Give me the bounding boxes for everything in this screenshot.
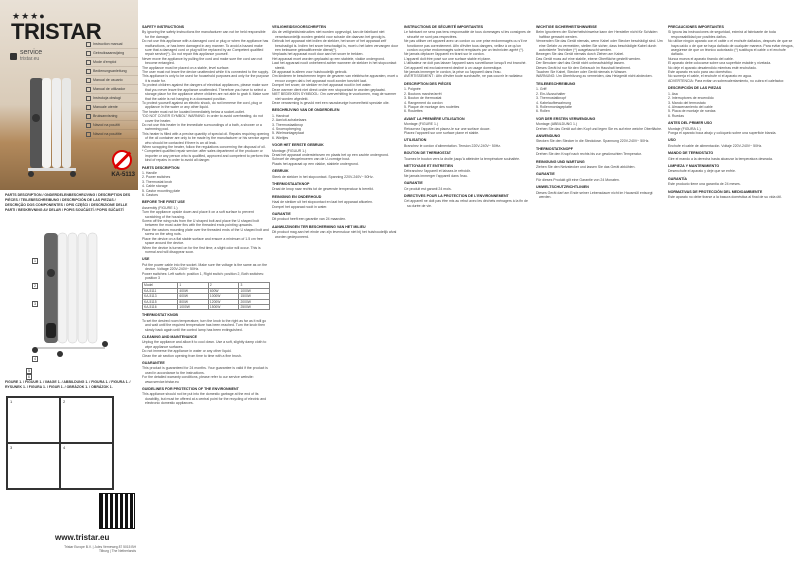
section-list (668, 182, 796, 186)
list-item: Dompel het snoer, de stekker en het apparaat nooit in het water. (272, 83, 372, 88)
list-item: To set the desired room temperature, turn the knob to the right as far as it will go and wait until the required temperature has been reached. Turn the knob then slowly back again until the control lamp has been extinguished. (142, 318, 267, 332)
section-list (272, 217, 400, 221)
list-item: Desenchufe el aparato y deje que se enfríe. (668, 169, 736, 174)
language-column (404, 22, 532, 208)
section-heading: NETTOYAGE ET ENTRETIEN (404, 163, 453, 168)
language-item: Návod na použití (86, 121, 138, 130)
table-cell: 1000W (239, 288, 270, 293)
list-item: Bewegen Sie das Gerät niemals durch Ziehen am Kabel. (536, 52, 625, 57)
list-item: Stecken Sie den Stecker in die Steckdose. Spannung 220V-240V~ 50Hz. (536, 139, 650, 144)
list-item: Never move the appliance by pulling the cord and make sure the cord can not become entangled. (142, 56, 263, 66)
section-heading: THERMOSTATKNOPF (536, 146, 573, 151)
list-item: Si ignora las instrucciones de seguridad, eximirá al fabricante de toda responsabilidad por posibles daños. (668, 30, 776, 39)
section-heading: VOOR HET EERSTE GEBRUIK (272, 143, 324, 148)
section-list (536, 87, 664, 113)
do-not-cover-icon (112, 150, 132, 170)
assembly-figures (6, 396, 114, 490)
brand-logo: TRISTAR (11, 19, 102, 44)
list-item: Branchez le cordon d'alimentation. Tension 220V-240V~ 50Hz. (404, 143, 502, 148)
section-list (668, 157, 796, 161)
list-item: Verwenden Sie das Gerät niemals, wenn Kabel oder Stecker beschädigt sind. Um eine Gefahr zu vermeiden, stellen Sie sicher, dass beschädigte Kabel durch autorisierte Techniker (*) ausgetauscht werden. (536, 39, 663, 53)
section-list (142, 171, 270, 197)
model-number: KA-5113 (111, 172, 135, 178)
list-item: 4. Cable storage (142, 184, 168, 189)
section-list (536, 139, 664, 143)
section-list (668, 30, 796, 83)
list-item: This appliance is only to be used for household purposes and only for the purpose it is made for. (142, 74, 270, 83)
qr-code (100, 494, 134, 528)
list-item: Enchufe el cable de alimentación. Voltaje 220V-240V~ 50Hz. (668, 143, 763, 148)
list-item: No utilice ningún aparato con el cable o el enchufe dañados, después de que se haya caído o de que se haya dañado de cualquier manera. Para evitar riesgos, asegúrese de que un técnico autorizado (*) sustituya el cable o el enchufe dañado. (668, 39, 794, 57)
language-column (536, 22, 664, 199)
list-item: Drehen Sie den Knopf nach rechts bis zur gewünschten Temperatur. (536, 152, 642, 157)
cover-panel (0, 0, 138, 566)
list-item: Clean the air section opening from time to time with a fine brush. (142, 353, 242, 358)
figure-heading: FIGURE 1. / FIGUUR 1. / IMAGE 1. / ABBILDUNG 1. / FIGURA 1. / FIGURA 1. / RYSUNEK 1. / FIGURA 1. / FIGUR 1. / OBRÁZOK 1. / OBRÁZOK 1. (5, 380, 131, 389)
list-item: Montaje (FIGURA 1.) (668, 126, 701, 131)
list-item: Gire el mando a la derecha hasta alcanzar la temperatura deseada. (668, 156, 773, 161)
language-item: Bedienungsanleitung (86, 67, 138, 76)
list-item: When the device is turned on for the first time, a slight odor will occur. This is normal and will disappear soon. (142, 245, 261, 254)
list-item: 1. Handvat (272, 113, 289, 118)
list-item: Assembly (FIGURE 1.) (142, 205, 178, 210)
service-icon (10, 53, 17, 60)
section-list (272, 230, 400, 239)
list-item: Ziehen Sie den Netzstecker und lassen Sie das Gerät abkühlen. (536, 164, 636, 169)
list-item: 2. Power switches (142, 175, 171, 180)
list-item: This heater is filled with a precise quantity of special oil. Repairs requiring opening of the oil container are only to be made by the manufacturer or his service agent who should be contacted if there is an oil leak. (142, 131, 270, 145)
section-list (668, 92, 796, 118)
list-item: Place the castors mounting plate over the threaded ends of the U shaped bolt and screw on the wing nuts. (142, 227, 269, 237)
table-cell: KA-5115 (143, 299, 178, 304)
list-item: By ignoring the safety instructions the manufacturer can not be held responsible for the damage. (142, 30, 266, 39)
list-item: 6. Wieltjes (272, 135, 289, 140)
list-item: 4. Kabelaufbewahrung (536, 100, 572, 105)
part-label: 3 (34, 302, 36, 306)
language-item: Manuale utente (86, 103, 138, 112)
part-label: 4 (34, 357, 36, 361)
section-heading: AANWIJZINGEN TER BESCHERMING VAN HET MILIEU (272, 224, 366, 229)
list-item: Placez l'appareil sur une surface plane et stable. (404, 130, 480, 135)
section-heading: UMWELTSCHUTZRICHTLINIEN (536, 185, 589, 190)
section-heading: VEILIGHEIDSVOORSCHRIFTEN (272, 25, 326, 29)
list-item: 3. Bouton de thermostat (404, 96, 442, 101)
section-list (272, 187, 400, 191)
list-item: This appliance should not be put into the domestic garbage at the end of its durability, but must be offered at a central point for the recycling of electric and electronic domestic appliances. (142, 392, 267, 406)
list-item: 4. Rangement du cordon (404, 100, 443, 105)
section-list (668, 169, 796, 173)
section-list (272, 114, 400, 140)
list-item: 2. Aan/uit-schakelaars (272, 118, 307, 123)
list-item: Turn the appliance upside down and place it on a soft surface to prevent scratching of the housing. (142, 210, 254, 219)
list-item: 1. Handle (142, 171, 157, 175)
section-list (142, 30, 270, 162)
section-list (142, 206, 270, 254)
section-heading: USO (668, 138, 676, 143)
list-item: 5. Placa de montaje de ruedas (668, 109, 716, 114)
table-cell: 1000W (208, 294, 239, 299)
list-item: When scrapping the heater, follow the regulations concerning the disposal of oil. (142, 144, 266, 149)
list-item: Este aparato es solo para uso doméstico. (668, 70, 733, 75)
section-heading: GARANTIE (536, 172, 555, 177)
language-item: Instruction manual (86, 40, 138, 49)
language-column (142, 22, 270, 406)
list-item: To protect yourself against an electric shock, do not immerse the cord, plug or appliance in the water or any other liquid. (142, 100, 263, 110)
section-list (404, 144, 532, 148)
section-heading: CLEANING AND MAINTENANCE (142, 335, 197, 339)
section-heading: BEFORE THE FIRST USE (142, 200, 185, 205)
section-list (272, 30, 400, 105)
list-item: Der Benutzer darf das Gerät nicht unbeaufsichtigt lassen. (536, 61, 625, 66)
language-item: Bruksanvisning (86, 112, 138, 121)
section-list (404, 199, 532, 208)
list-item: Place the device on a flat stable surface and ensure a minimum of 1.5 cm free space around the device. (142, 236, 263, 246)
list-item: 2. Ein-/Ausschalter (536, 91, 566, 96)
section-heading: ANTES DEL PRIMER USO (668, 121, 713, 126)
list-item: Put the power cable into the socket. Make sure the voltage is the same as on the device. Voltage 220V-240V~ 50Hz. (142, 262, 268, 272)
list-item: Laat het apparaat nooit onbeheerd achter wanneer de stekker in het stopcontact steekt. (272, 61, 397, 70)
brand-stars: ★★★● (12, 11, 46, 21)
list-item: 5. Plaque de montage des roulettes (404, 104, 460, 109)
list-item: * Competent qualified repair service: after sales department of the producer or importer or any person who is qualified, approved and competent to perform this kind of repairs in order to avoid all danger. (142, 149, 270, 163)
section-heading: VOR DER ERSTEN VERWENDUNG (536, 116, 596, 121)
section-heading: LIMPIEZA Y MANTENIMIENTO (668, 163, 720, 168)
list-item: To protect children against the dangers of electrical appliances, please make sure that you never leave the appliance unattended. Therefore you have to select a storage place for the appliance where children are not able to grab it. Make sure that the cable is not hanging in a downward position. (142, 83, 269, 101)
cover-photo (0, 0, 138, 190)
list-item: NIET BEDEKKEN SYMBOOL: Om oververhitting te voorkomen, mag de warmer niet worden afgedekt. (272, 92, 397, 101)
list-item: Haal de stekker uit het stopcontact en laat het apparaat afkoelen. (272, 200, 373, 205)
section-heading: REINIGUNG UND WARTUNG (536, 159, 585, 164)
figure-number: 2 (63, 399, 66, 404)
section-heading: REINIGING EN ONDERHOUD (272, 194, 322, 199)
list-item: Om kinderen te beschermen tegen de gevaren van elektrische apparaten, moet u ervoor zorgen dat u het apparaat nooit zonder toezicht laat. (272, 74, 399, 83)
list-item: Montage (FIGUUR 1.) (272, 148, 307, 153)
section-heading: BOUTON DE THERMOSTAT (404, 151, 451, 156)
section-heading: DESCRIPTION DES PIÈCES (404, 81, 452, 86)
section-heading: BESCHRIJVING VAN DE ONDERDELEN (272, 108, 340, 113)
section-list (142, 340, 270, 358)
website-link[interactable]: www.tristar.eu (55, 533, 110, 542)
list-item: Unplug the appliance and allow it to cool down. Use a soft, slightly damp cloth to wipe appliance surfaces. (142, 340, 267, 349)
list-item: WARNUNG: Um Überhitzung zu vermeiden, das Heizgerät nicht abdecken. (536, 74, 653, 79)
section-list (668, 195, 796, 199)
section-heading: INSTRUCTIONS DE SÉCURITÉ IMPORTANTES (404, 25, 483, 29)
list-item: Dit product heeft een garantie van 24 maanden. (272, 217, 347, 222)
list-item: Ne jamais immerger le cordon, la prise ou l'appareil dans l'eau. (404, 70, 502, 75)
language-item: Návod na použitie (86, 130, 138, 139)
list-item: Screw off the wing nuts from the U shaped bolt and place the U shaped bolt between the most outer fins with the threaded ends pointing upwards. (142, 219, 260, 228)
section-heading: GUARANTEE (142, 361, 165, 366)
table-cell: KA-5113 (143, 294, 178, 299)
table-cell: KA-5111 (143, 288, 178, 293)
list-item: L'appareil doit être posé sur une surface stable et plane. (404, 56, 492, 61)
list-item: Cet appareil ne doit pas être mis au rebut avec les déchets ménagers à la fin de sa durée de vie. (404, 199, 528, 208)
table-cell: 2500W (239, 304, 270, 309)
assembly-figure (60, 397, 113, 443)
list-item: Ne jamais déplacer l'appareil en tirant sur le cordon. (404, 52, 485, 57)
list-item: Deze verwarming is gevuld met een nauwkeurige hoeveelheid speciale olie. (272, 100, 390, 105)
section-list (142, 366, 270, 384)
table-cell: 1 (178, 283, 209, 288)
list-item: Nunca mueva el aparato tirando del cable. (668, 56, 734, 61)
section-list (404, 187, 532, 191)
language-column (272, 22, 400, 239)
section-heading: GARANTIE (272, 212, 291, 217)
section-heading: DIRECTIVES POUR LA PROTECTION DE L'ENVIRONNEMENT (404, 194, 509, 198)
list-item: 6. Roulettes (404, 109, 423, 114)
language-item: Mode d'emploi (86, 58, 138, 67)
assembly-figure (7, 443, 60, 489)
list-item: "DO NOT COVER SYMBOL" WARNING: In order to avoid overheating, do not cover the heater. (142, 114, 263, 123)
figure-number: 4 (63, 445, 66, 450)
parts-heading: PARTS DESCRIPTION / ONDERDELENBESCHRIJVING / DESCRIPTION DES PIÈCES / TEILEBESCHREIBUNG / DESCRIPCIÓN DE LAS PIEZAS / DESCRIÇÃO DOS COMPONENTES / OPIS CZĘŚCI / DESCRIZIONE DELLE PARTI / BESKRIVNING AV DELAR / POPIS SOUČÁSTÍ / POPIS SÚČASTÍ (5, 193, 131, 212)
list-item: Für dieses Produkt gilt eine Garantie von 24 Monaten. (536, 177, 620, 182)
company-address: Tristar Europe B.V. | Jules Verneweg 87 5015 BH Tilburg | The Netherlands (64, 545, 136, 553)
list-item: 6. Ruedas (668, 113, 684, 118)
list-item: Tournez le bouton vers la droite jusqu'à atteindre la température souhaitée. (404, 156, 521, 161)
table-cell: 2000W (239, 299, 270, 304)
section-list (668, 127, 796, 136)
language-item: Manual de usuario (86, 76, 138, 85)
list-item: Débranchez l'appareil et laissez-le refroidir. (404, 169, 471, 174)
list-item: 3. Thermostatknopf (536, 96, 567, 101)
list-item: 1. Griff (536, 87, 547, 92)
list-item: Power switches: Left switch: position 1, Right switch: position 2, Both switches: position 3 (142, 271, 264, 280)
list-item: Schroef de vleugelmoeren van de U-vormige bout. (272, 157, 351, 162)
list-item: Montage (ABBILDUNG 1.) (536, 122, 578, 127)
table-cell: 1000W (178, 304, 209, 309)
section-heading: MANDO DE TERMOSTATO (668, 151, 714, 156)
language-column (668, 22, 796, 199)
list-item: No sumerja el cable, el enchufe ni el aparato en agua. (668, 74, 752, 79)
section-list (536, 191, 664, 200)
list-item: Draai de knop naar rechts tot de gewenste temperatuur is bereikt. (272, 187, 374, 192)
section-list (404, 87, 532, 113)
list-item: Retournez l'appareil et placez-le sur une surface douce. (404, 126, 491, 131)
table-cell: 800W (178, 299, 209, 304)
section-list (536, 178, 664, 182)
section-list (536, 122, 664, 131)
list-item: Cet appareil est exclusivement destiné à un usage domestique. (404, 65, 503, 70)
section-heading: SAFETY INSTRUCTIONS (142, 25, 185, 29)
list-item: Do not use this appliance with a damaged cord or plug or when the appliance has malfunctions, or has been damaged in any manner. To avoid a hazard make sure that a damaged cord or plug will be replaced by an Competent qualified repair service(*). Do not repair this appliance yourself. (142, 39, 269, 57)
list-item: Le fabricant ne sera pas tenu responsable de tous dommages si les consignes de sécurité ne sont pas respectées. (404, 30, 531, 39)
list-item: 4. Almacenamiento del cable (668, 104, 713, 109)
list-item: 2. Interruptores de encendido (668, 96, 714, 101)
list-item: Dieses Gerät ist nur für den Gebrauch im Haushalt bestimmt. (536, 65, 631, 70)
list-item: 6. Rollen (536, 109, 550, 114)
section-list (404, 157, 532, 161)
part-label: 5 (28, 369, 30, 373)
section-list (142, 392, 270, 405)
table-cell: 3 (239, 283, 270, 288)
table-cell: 2 (208, 283, 239, 288)
section-heading: GUIDELINES FOR PROTECTION OF THE ENVIRONMENT (142, 387, 239, 392)
section-heading: GARANTÍA (668, 176, 687, 181)
table-cell: 400W (178, 288, 209, 293)
language-item: Gebruiksaanwijzing (86, 49, 138, 58)
section-heading: DESCRIPCIÓN DE LAS PIEZAS (668, 86, 722, 91)
table-cell: Model (143, 283, 178, 288)
list-item: 4. Snoeropberging (272, 126, 301, 131)
list-item: Steek de stekker in het stopcontact. Spanning 220V-240V~ 50Hz. (272, 174, 374, 179)
figure-number: 3 (10, 445, 13, 450)
list-item: 5. Wielmontageplaat (272, 131, 304, 136)
table-cell: KA-5116 (143, 304, 178, 309)
section-heading: TEILEBESCHREIBUNG (536, 81, 576, 86)
list-item: The user must not leave the device unattended while it is connected to the supply. (142, 70, 269, 75)
table-cell: 1200W (208, 299, 239, 304)
list-item: Als de veiligheidsinstructies niet worden opgevolgd, kan de fabrikant niet verantwoordelijk worden gesteld voor schade die daarvan het gevolg is. (272, 30, 386, 39)
list-item: Este producto tiene una garantía de 24 meses. (668, 182, 741, 187)
section-list (272, 149, 400, 167)
list-item: Dit apparaat is alleen voor huishoudelijk gebruik. (272, 70, 348, 75)
section-heading: PRECAUCIONES IMPORTANTES (668, 25, 724, 29)
list-item: Montage (FIGURE 1.) (404, 122, 439, 127)
list-item: AVERTISSEMENT : Afin d'éviter toute surchauffe, ne pas couvrir le radiateur. (404, 74, 524, 79)
list-item: Beim Ignorieren der Sicherheitshinweise kann der Hersteller nicht für Schäden haftbar gemacht werden. (536, 30, 658, 39)
table-cell: 1500W (208, 304, 239, 309)
language-item: Instrukcja obsługi (86, 94, 138, 103)
section-list (404, 30, 532, 78)
list-item: El aparato debe colocarse sobre una superficie estable y nivelada. (668, 61, 772, 66)
figure-number: 1 (10, 399, 13, 404)
section-list (536, 165, 664, 169)
assembly-figure (7, 397, 60, 443)
section-heading: NORMATIVAS DE PROTECCIÓN DEL MEDIOAMBIENTE (668, 189, 763, 194)
section-list (404, 169, 532, 178)
section-heading: THERMOSTAATKNOP (272, 182, 310, 186)
list-item: The heater must not be located immediately below a socket-outlet. (142, 109, 245, 114)
list-item: Deze warmer dient niet direct onder een stopcontact te worden geplaatst. (272, 87, 386, 92)
list-item: Do not immerse the appliance in water or any other liquid. (142, 349, 232, 354)
section-list (142, 263, 270, 281)
section-list (536, 152, 664, 156)
section-heading: GARANTIE (404, 181, 423, 186)
list-item: Este aparato no debe tirarse a la basura doméstica al final de su vida útil. (668, 195, 782, 199)
section-heading: USE (142, 257, 150, 262)
assembly-figure (60, 443, 113, 489)
section-list (404, 122, 532, 135)
section-heading: AVANT LA PREMIÈRE UTILISATION (404, 116, 465, 121)
list-item: Ce produit est garanti 24 mois. (404, 186, 452, 191)
section-list (142, 319, 270, 332)
section-heading: THERMOSTAT KNOB (142, 313, 178, 318)
list-item: 3. Thermostat knob (142, 179, 173, 184)
list-item: 3. Mando del termostato (668, 100, 706, 105)
part-label: 1 (34, 259, 36, 263)
table-cell: 600W (178, 294, 209, 299)
section-heading: PARTS DESCRIPTION (142, 165, 180, 170)
list-item: 3. Thermostaatknop (272, 122, 304, 127)
section-list (272, 200, 400, 209)
heater-photo (28, 78, 78, 178)
list-item: 5. Castor mounting plate (142, 188, 181, 193)
list-item: ADVERTENCIA: Para evitar un sobrecalentamiento, no cubra el calefactor. (668, 78, 785, 83)
list-item: Ponga el aparato boca abajo y colóquelo sobre una superficie blanda. (668, 130, 777, 135)
list-item: Dompel het apparaat nooit in water. (272, 204, 328, 209)
service-label: service (20, 49, 43, 56)
service-url: tristar.eu (20, 56, 40, 62)
list-item: L'utilisateur ne doit pas laisser l'appareil sans surveillance lorsqu'il est branché. (404, 61, 527, 66)
list-item: No deje el aparato desatendido mientras esté enchufado. (668, 65, 757, 70)
service-badge (10, 50, 42, 62)
list-item: Verplaats het apparaat nooit door aan het snoer te trekken. (272, 52, 364, 57)
section-list (536, 30, 664, 78)
language-list (86, 40, 138, 139)
list-item: This product is guaranteed for 24 months. Your guarantee is valid if the product is used in accordance to the instructions. (142, 366, 268, 375)
list-item: Dit product mag aan het einde van zijn levensduur niet bij het huishoudelijk afval worden gedeponeerd. (272, 230, 397, 239)
part-label: 2 (34, 284, 36, 288)
list-item: Tauchen Sie Kabel, Stecker oder Gerät niemals in Wasser. (536, 70, 627, 75)
section-heading: ANWENDUNG (536, 133, 561, 138)
list-item: 1. Asa (668, 91, 678, 96)
list-item: Ne jamais immerger l'appareil dans l'eau. (404, 173, 468, 178)
list-item: Dieses Gerät darf am Ende seiner Lebensdauer nicht im Hausmüll entsorgt werden. (536, 190, 653, 199)
list-item: 5. Rollenmontageplatte (536, 104, 572, 109)
section-list (668, 144, 796, 148)
part-label: 6 (28, 375, 30, 379)
list-item: Ne pas utiliser cet appareil avec un cordon ou une prise endommagés ou s'il ne fonctionne pas correctement. Afin d'éviter tous dangers, veillez à ce qu'un cordon ou prise endommagés soient remplacés par un technicien agréé (*). (404, 39, 528, 53)
list-item: The appliance must be placed on a stable, level surface. (142, 65, 230, 70)
list-item: Draai het apparaat ondersteboven en plaats het op een zachte ondergrond. (272, 152, 389, 157)
list-item: 2. Boutons marche/arrêt (404, 91, 442, 96)
list-item: Do not use this heater in the immediate surroundings of a bath, a shower or a swimming pool. (142, 122, 262, 132)
table-cell: 1500W (239, 294, 270, 299)
list-item: For the detailed warranty conditions, please refer to our service website: www.service.tristar.eu (142, 375, 254, 384)
list-item: Drehen Sie das Gerät auf den Kopf und legen Sie es auf eine weiche Oberfläche. (536, 126, 663, 131)
section-heading: UTILISATION (404, 138, 427, 143)
section-heading: WICHTIGE SICHERHEITSHINWEISE (536, 25, 597, 29)
wattage-table (142, 282, 270, 310)
list-item: Plaats het apparaat op een vlakke, stabiele ondergrond. (272, 161, 359, 166)
language-item: Manual de utilizador (86, 85, 138, 94)
table-row (143, 304, 270, 309)
list-item: Gebruik het apparaat niet indien de stekker, het snoer of het apparaat zelf beschadigd is. Indien het snoer beschadigd is, moet u het laten vervangen door een bekwame gekwalificeerde dienst(*). (272, 39, 399, 53)
list-item: Das Gerät muss auf eine stabile, ebene Oberfläche gestellt werden. (536, 56, 642, 61)
section-heading: GEBRUIK (272, 169, 289, 174)
list-item: 6. Castors (142, 193, 158, 198)
list-item: 1. Poignée (404, 87, 421, 92)
parts-diagram (30, 228, 110, 358)
table-cell: 600W (208, 288, 239, 293)
section-list (272, 175, 400, 179)
list-item: Het apparaat moet worden geplaatst op een stabiele, vlakke ondergrond. (272, 56, 386, 61)
